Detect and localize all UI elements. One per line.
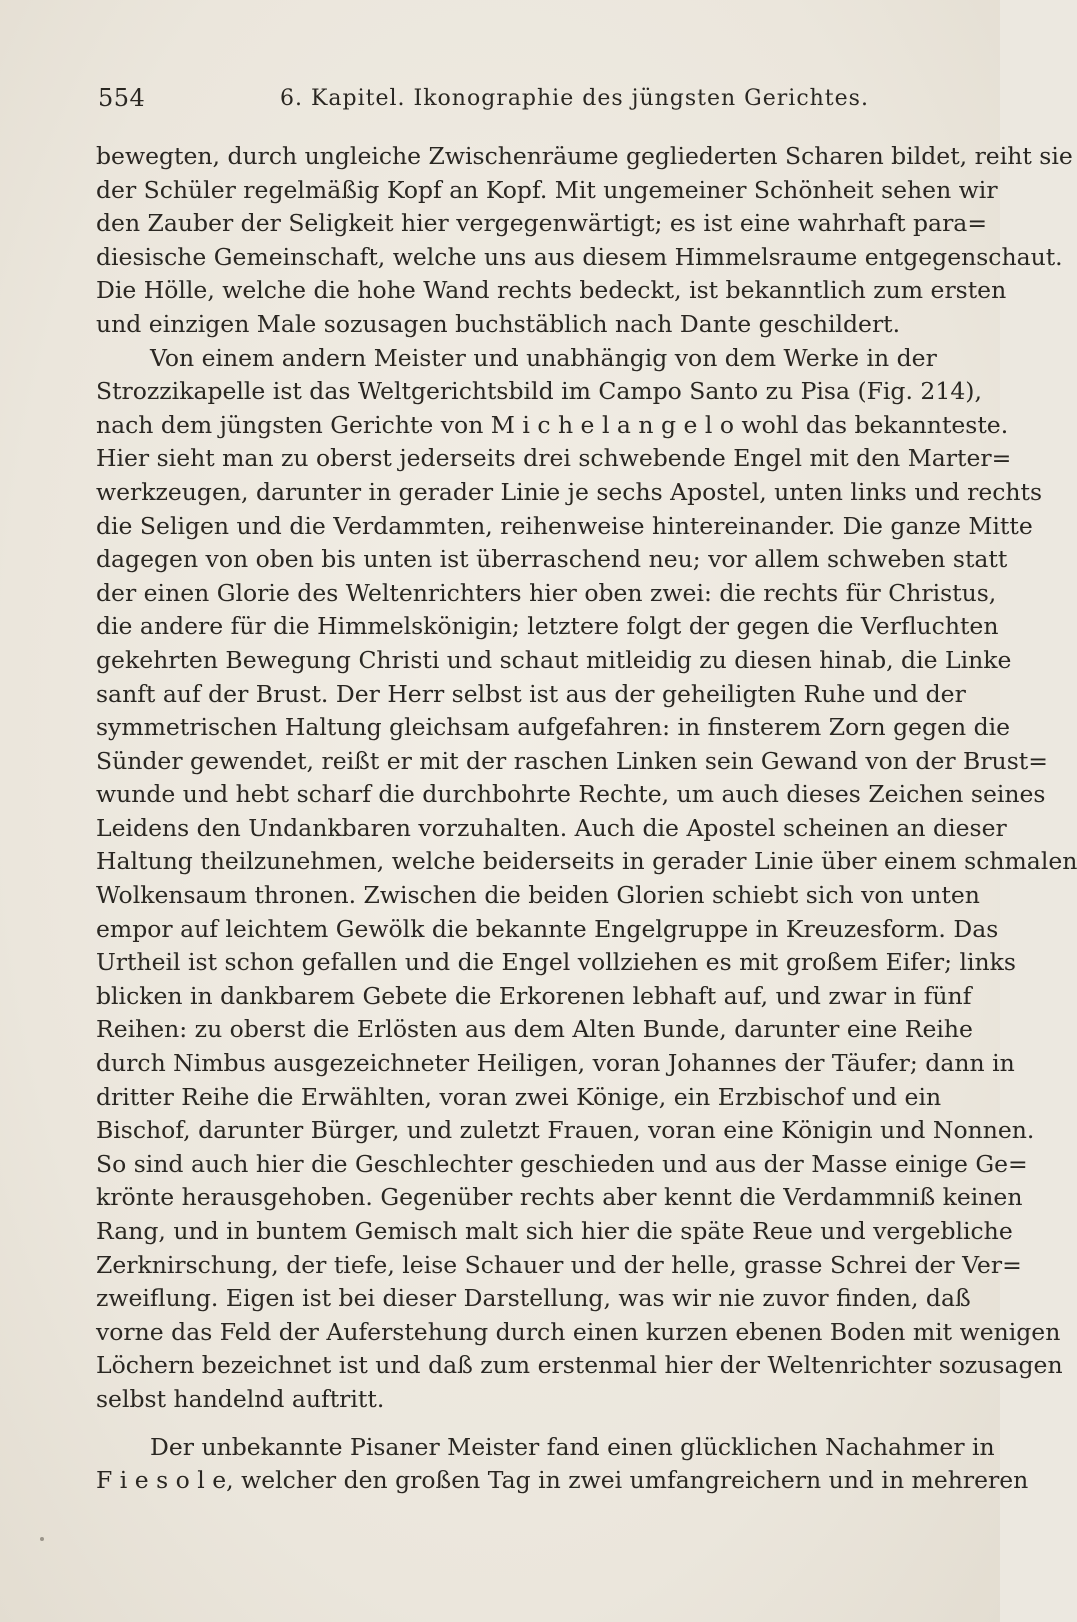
text-line: selbst handelnd auftritt. [96, 1384, 385, 1413]
text-line: Der unbekannte Pisaner Meister fand einen glücklichen Nachahmer in [150, 1432, 995, 1461]
paragraph [96, 342, 1077, 1417]
text-line: der einen Glorie des Weltenrichters hier oben zwei: die rechts für Christus, [96, 578, 997, 607]
text-line: die Seligen und die Verdammten, reihenweise hintereinander. Die ganze Mitte [96, 511, 1033, 540]
text-line: Reihen: zu oberst die Erlösten aus dem Alten Bunde, darunter eine Reihe [96, 1015, 973, 1044]
text-line: dritter Reihe die Erwählten, voran zwei Könige, ein Erzbischof und ein [96, 1082, 942, 1111]
text-line: nach dem jüngsten Gerichte von M i c h e l a n g e l o wohl das bekannteste. [96, 410, 1009, 439]
text-line: der Schüler regelmäßig Kopf an Kopf. Mit ungemeiner Schönheit sehen wir [96, 175, 998, 204]
text-line: F i e s o l e, welcher den großen Tag in zwei umfangreichern und in mehreren [96, 1466, 1029, 1495]
text-line: Löchern bezeichnet ist und daß zum erstenmal hier der Weltenrichter sozusagen [96, 1351, 1063, 1380]
text-line: empor auf leichtem Gewölk die bekannte Engelgruppe in Kreuzesform. Das [96, 914, 999, 943]
text-line: bewegten, durch ungleiche Zwischenräume gegliederten Scharen bildet, reiht sie [96, 142, 1073, 170]
text-line: Bischof, darunter Bürger, und zuletzt Frauen, voran eine Königin und Nonnen. [96, 1116, 1035, 1145]
text-line: Strozzikapelle ist das Weltgerichtsbild im Campo Santo zu Pisa (Fig. 214), [96, 377, 982, 406]
body-text [96, 140, 1077, 1498]
text-line: sanft auf der Brust. Der Herr selbst ist aus der geheiligten Ruhe und der [96, 679, 966, 708]
text-line: durch Nimbus ausgezeichneter Heiligen, voran Johannes der Täufer; dann in [96, 1049, 1015, 1078]
text-line: wunde und hebt scharf die durchbohrte Rechte, um auch dieses Zeichen seines [96, 780, 1046, 809]
text-line: So sind auch hier die Geschlechter geschieden und aus der Masse einige Ge= [96, 1149, 1028, 1178]
text-line: werkzeugen, darunter in gerader Linie je sechs Apostel, unten links und rechts [96, 477, 1043, 506]
text-line: zweiflung. Eigen ist bei dieser Darstellung, was wir nie zuvor finden, daß [96, 1284, 971, 1313]
text-line: Urtheil ist schon gefallen und die Engel vollziehen es mit großem Eifer; links [96, 948, 1016, 977]
text-line: Zerknirschung, der tiefe, leise Schauer und der helle, grasse Schrei der Ver= [96, 1250, 1022, 1279]
paragraph [96, 1431, 1029, 1498]
paper-speck [40, 1537, 44, 1541]
text-line: Sünder gewendet, reißt er mit der raschen Linken sein Gewand von der Brust= [96, 746, 1048, 775]
text-line: und einzigen Male sozusagen buchstäblich nach Dante geschildert. [96, 309, 901, 338]
paragraph [96, 140, 1073, 342]
page-header [98, 84, 898, 118]
running-head: 6. Kapitel. Ikonographie des jüngsten Gerichtes. [280, 86, 869, 111]
text-line: die andere für die Himmelskönigin; letztere folgt der gegen die Verfluchten [96, 612, 999, 641]
text-line: Haltung theilzunehmen, welche beiderseits in gerader Linie über einem schmalen [96, 847, 1077, 876]
text-line: symmetrischen Haltung gleichsam aufgefahren: in finsterem Zorn gegen die [96, 713, 1011, 742]
text-line: Leidens den Undankbaren vorzuhalten. Auch die Apostel scheinen an dieser [96, 813, 1007, 842]
text-line: dagegen von oben bis unten ist überraschend neu; vor allem schweben statt [96, 545, 1008, 574]
text-line: blicken in dankbarem Gebete die Erkorenen lebhaft auf, und zwar in fünf [96, 981, 972, 1010]
text-line: Die Hölle, welche die hohe Wand rechts bedeckt, ist bekanntlich zum ersten [96, 276, 1007, 305]
text-line: vorne das Feld der Auferstehung durch einen kurzen ebenen Boden mit wenigen [96, 1317, 1061, 1346]
text-line: Von einem andern Meister und unabhängig von dem Werke in der [150, 343, 937, 372]
text-line: gekehrten Bewegung Christi und schaut mitleidig zu diesen hinab, die Linke [96, 645, 1012, 674]
text-line: Hier sieht man zu oberst jederseits drei schwebende Engel mit den Marter= [96, 444, 1012, 473]
text-line: krönte herausgehoben. Gegenüber rechts aber kennt die Verdammniß keinen [96, 1183, 1023, 1212]
text-line: Wolkensaum thronen. Zwischen die beiden Glorien schiebt sich von unten [96, 881, 980, 910]
paragraph-gap [96, 1417, 936, 1431]
text-line: den Zauber der Seligkeit hier vergegenwärtigt; es ist eine wahrhaft para= [96, 209, 988, 238]
page-number: 554 [98, 84, 146, 112]
text-line: diesische Gemeinschaft, welche uns aus diesem Himmelsraume entgegenschaut. [96, 242, 1063, 271]
text-line: Rang, und in buntem Gemisch malt sich hier die späte Reue und vergebliche [96, 1217, 1013, 1245]
